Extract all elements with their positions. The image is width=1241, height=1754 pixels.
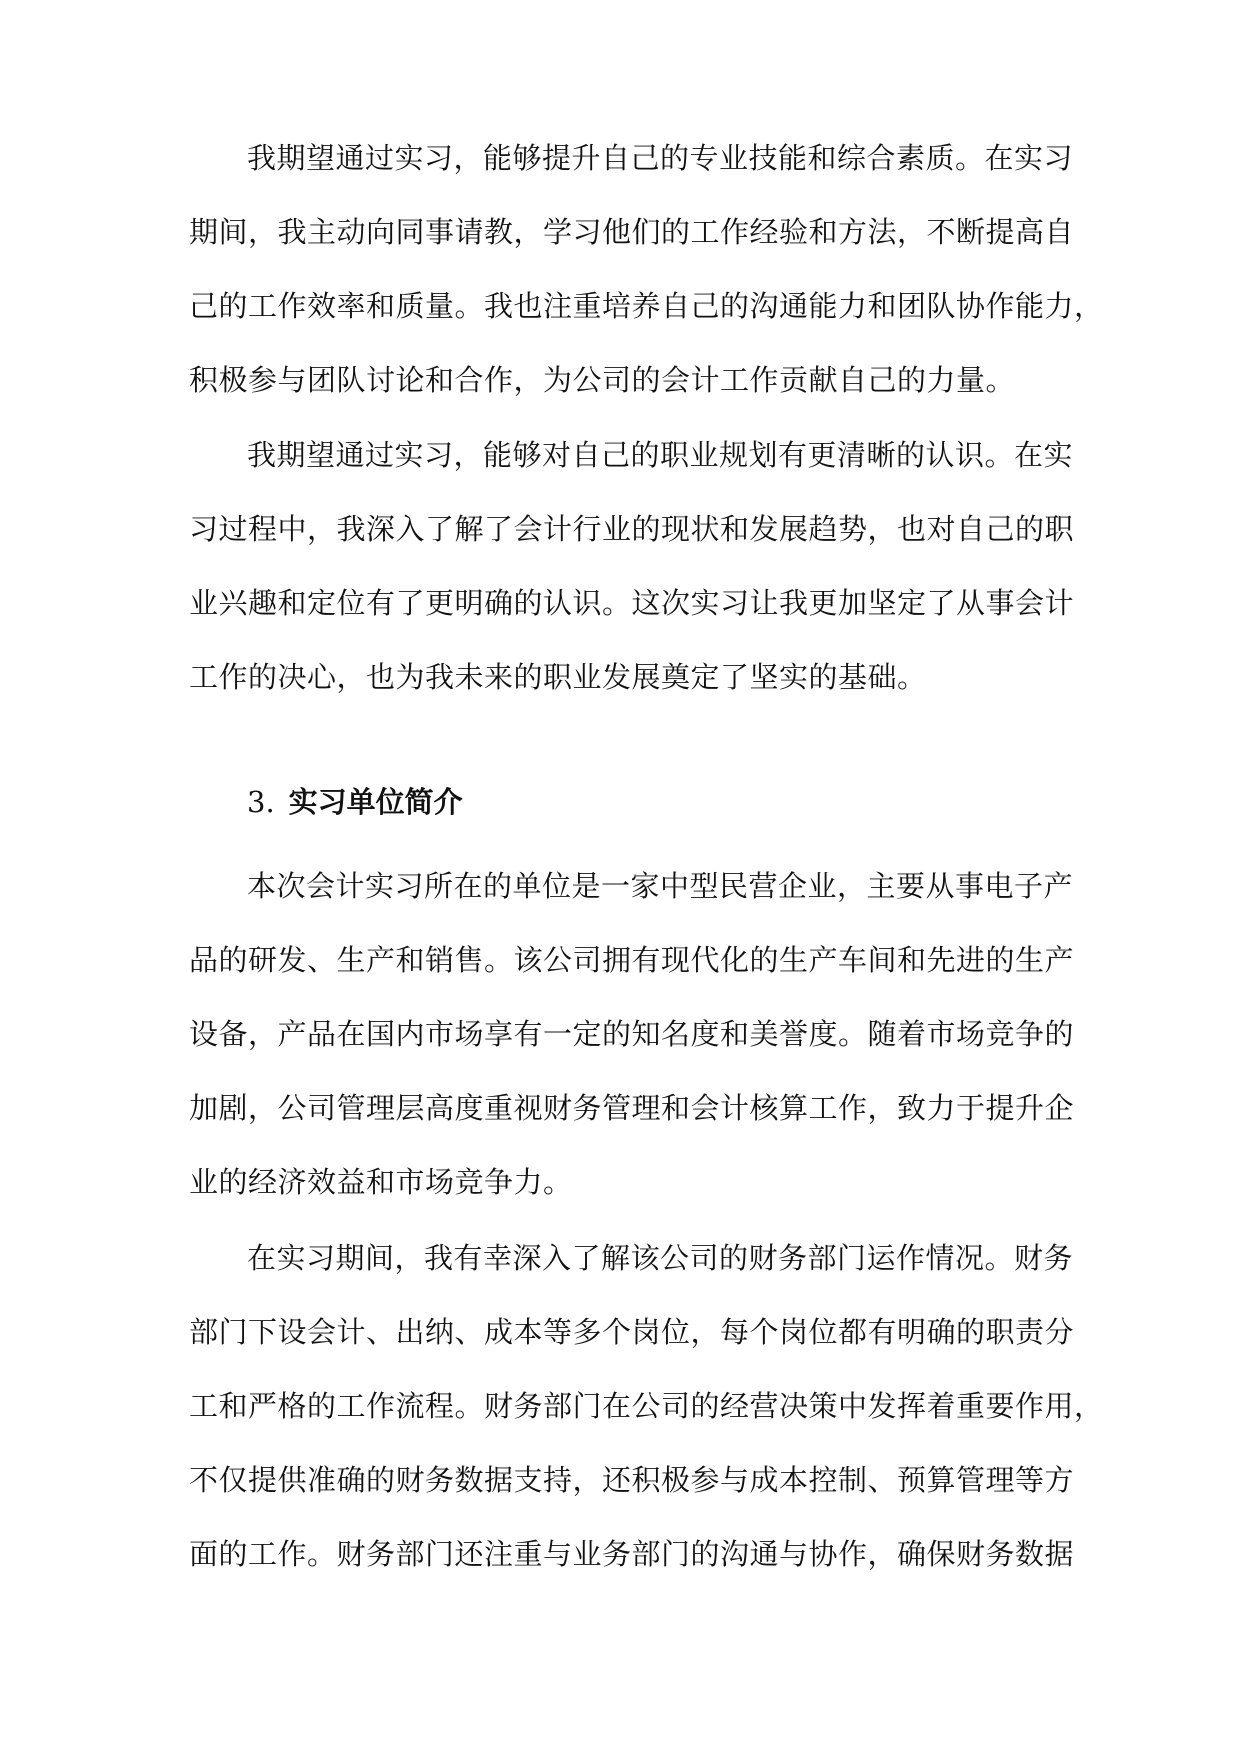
paragraph-line: 加剧，公司管理层高度重视财务管理和会计核算工作，致力于提升企 bbox=[189, 1091, 1075, 1125]
paragraph-line: 期间，我主动向同事请教，学习他们的工作经验和方法，不断提高自 bbox=[189, 215, 1075, 249]
paragraph-line: 面的工作。财务部门还注重与业务部门的沟通与协作，确保财务数据 bbox=[189, 1537, 1075, 1571]
paragraph-line: 习过程中，我深入了解了会计行业的现状和发展趋势，也对自己的职 bbox=[189, 512, 1075, 546]
paragraph-internship-skills bbox=[189, 121, 1104, 417]
paragraph-finance-department bbox=[189, 1221, 1104, 1591]
section-heading bbox=[247, 765, 1047, 839]
paragraph-line: 我期望通过实习，能够提升自己的专业技能和综合素质。在实习 bbox=[247, 141, 1074, 175]
paragraph-career-planning bbox=[189, 418, 1089, 714]
paragraph-line: 不仅提供准确的财务数据支持，还积极参与成本控制、预算管理等方 bbox=[189, 1463, 1075, 1497]
paragraph-line: 业的经济效益和市场竞争力。 bbox=[189, 1165, 573, 1199]
paragraph-line: 工和严格的工作流程。财务部门在公司的经营决策中发挥着重要作用， bbox=[189, 1389, 1104, 1423]
paragraph-line: 品的研发、生产和销售。该公司拥有现代化的生产车间和先进的生产 bbox=[189, 943, 1075, 977]
paragraph-line: 工作的决心，也为我未来的职业发展奠定了坚实的基础。 bbox=[189, 660, 927, 694]
paragraph-company-intro bbox=[189, 849, 1089, 1219]
section-title: 实习单位简介 bbox=[288, 785, 463, 819]
paragraph-line: 部门下设会计、出纳、成本等多个岗位，每个岗位都有明确的职责分 bbox=[189, 1315, 1075, 1349]
paragraph-line: 在实习期间，我有幸深入了解该公司的财务部门运作情况。财务 bbox=[247, 1241, 1074, 1275]
paragraph-line: 积极参与团队讨论和合作，为公司的会计工作贡献自己的力量。 bbox=[189, 363, 1016, 397]
paragraph-line: 己的工作效率和质量。我也注重培养自己的沟通能力和团队协作能力， bbox=[189, 289, 1104, 323]
paragraph-line: 业兴趣和定位有了更明确的认识。这次实习让我更加坚定了从事会计 bbox=[189, 586, 1075, 620]
paragraph-line: 本次会计实习所在的单位是一家中型民营企业，主要从事电子产 bbox=[247, 869, 1074, 903]
paragraph-line: 设备，产品在国内市场享有一定的知名度和美誉度。随着市场竞争的 bbox=[189, 1017, 1075, 1051]
section-number: 3. bbox=[247, 785, 275, 819]
paragraph-line: 我期望通过实习，能够对自己的职业规划有更清晰的认识。在实 bbox=[247, 438, 1074, 472]
